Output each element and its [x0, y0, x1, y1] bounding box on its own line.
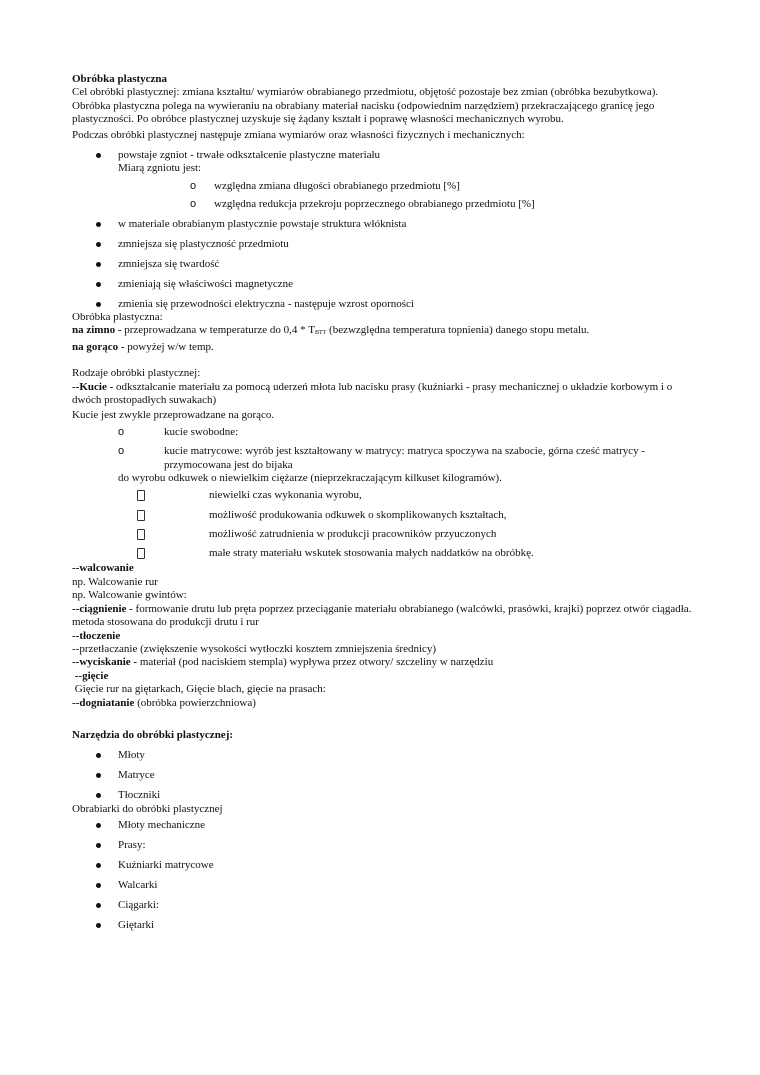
o-bullet-icon: o [118, 445, 125, 458]
walcowanie-example: np. Walcowanie rur [72, 575, 158, 588]
dogniatanie-line: --dogniatanie (obróbka powierzchniowa) [72, 696, 256, 709]
list-item: o względna redukcja przekroju poprzecznego obrabianego przedmiotu [%] [190, 198, 535, 211]
kucie-note: Kucie jest zwykle przeprowadzane na gorąco. [72, 409, 275, 422]
kucie-features-list [72, 489, 692, 560]
kucie-die-continuation: do wyrobu odkuwek o niewielkim ciężarze (nieprzekraczającym kilkuset kilogramów). [118, 472, 502, 485]
effects-list [72, 149, 692, 311]
square-bullet-icon [137, 548, 145, 559]
machines-heading: Obrabiarki do obróbki plastycznej [72, 802, 223, 815]
list-item: Tłoczniki [72, 789, 692, 802]
list-item: możliwość produkowania odkuwek o skomplikowanych kształtach, [72, 509, 692, 522]
square-bullet-icon [137, 529, 145, 540]
intro-paragraph: Cel obróbki plastycznej: zmiana kształtu/ wymiarów obrabianego przedmiotu, objętość pozostaje bez zmian (obróbka bezubytkowa). [72, 86, 659, 99]
o-bullet-icon: o [118, 425, 125, 438]
o-bullet-icon: o [190, 179, 197, 192]
tloczenie-heading: --tłoczenie [72, 629, 121, 642]
list-item: zmieniają się właściwości magnetyczne [72, 278, 692, 291]
intro-paragraph: Obróbka plastyczna polega na wywieraniu na obrabiany materiał nacisku (odpowiednim narzędziem) przekraczającego granicę jego plastyczności. Po obróbce plastycznej uzyskuje się żądany kształt i poprawę własności mechanicznych wyrobu. [72, 99, 655, 126]
walcowanie-heading: --walcowanie [72, 562, 134, 575]
tools-list [72, 749, 692, 802]
list-item: Prasy: [72, 839, 692, 852]
list-item: Kuźniarki matrycowe [72, 859, 692, 872]
list-item: możliwość zatrudnienia w produkcji pracowników przyuczonych [72, 528, 692, 541]
intro-paragraph: Podczas obróbki plastycznej następuje zmiana wymiarów oraz własności fizycznych i mechanicznych: [72, 128, 525, 141]
list-item: małe straty materiału wskutek stosowania małych naddatków na obróbkę. [72, 547, 692, 560]
list-item: Walcarki [72, 879, 692, 892]
tools-heading: Narzędzia do obróbki plastycznej: [72, 728, 234, 741]
hot-working: na gorąco - powyżej w/w temp. [72, 340, 214, 353]
list-item: w materiale obrabianym plastycznie powstaje struktura włóknista [72, 218, 692, 231]
ciagnienie-definition: --ciągnienie - formowanie drutu lub pręta poprzez przeciąganie materiału obrabianego (walcówki, prasówki, krajki) poprzez otwór ciągadła. [72, 602, 692, 615]
giecie-line: Gięcie rur na giętarkach, Gięcie blach, gięcie na prasach: [72, 683, 326, 696]
list-item: Młoty [72, 749, 692, 762]
kucie-definition: --Kucie - odkształcanie materiału za pomocą uderzeń młota lub nacisku prasy (kuźniarki - prasy mechanicznej o układzie korbowym i o dwóch prostopadłych suwakach) [72, 380, 673, 407]
list-item: niewielki czas wykonania wyrobu, [72, 489, 692, 502]
walcowanie-example: np. Walcowanie gwintów: [72, 589, 187, 602]
list-item: powstaje zgniot - trwałe odkształcenie plastyczne materiału Miarą zgniotu jest: o względna zmiana długości obrabianego przedmiotu [%] o względna redukcja przekroju poprzecznego obrabianego przedmiotu [%] [72, 149, 692, 211]
doc-title: Obróbka plastyczna [72, 73, 168, 85]
square-bullet-icon [137, 510, 145, 521]
ciagnienie-use: metoda stosowana do produkcji drutu i rur [72, 616, 259, 629]
square-bullet-icon [137, 490, 145, 501]
list-item: zmniejsza się twardość [72, 258, 692, 271]
o-bullet-icon: o [190, 198, 197, 211]
temp-heading: Obróbka plastyczna: [72, 310, 163, 323]
list-item: Matryce [72, 769, 692, 782]
list-item: Ciągarki: [72, 899, 692, 912]
wyciskanie-definition: --wyciskanie - materiał (pod naciskiem stempla) wypływa przez otwory/ szczeliny w narzędziu [72, 656, 494, 669]
list-item: Giętarki [72, 919, 692, 932]
list-item: o względna zmiana długości obrabianego przedmiotu [%] [190, 179, 460, 192]
giecie-heading: --gięcie [72, 669, 109, 682]
list-item: zmniejsza się plastyczność przedmiotu [72, 238, 692, 251]
przetlaczanie-line: --przetłaczanie (zwiększenie wysokości wytłoczki kosztem zmniejszenia średnicy) [72, 642, 437, 655]
kinds-heading: Rodzaje obróbki plastycznej: [72, 367, 201, 380]
cold-working: na zimno - przeprowadzana w temperaturze do $0,4 * T_{BTT}$ (bezwzględna temperatura topnienia) danego stopu metalu. [72, 324, 590, 337]
measures-list [118, 180, 692, 212]
document-body [72, 73, 692, 933]
list-item: o kucie swobodne: [118, 425, 239, 438]
list-item: zmienia się przewodności elektryczna - następuje wzrost oporności [72, 298, 692, 311]
machines-list [72, 819, 692, 932]
list-item: o kucie matrycowe: wyrób jest kształtowany w matrycy: matryca spoczywa na szabocie, górna cześć matrycy - przymocowana jest do bijaka [118, 445, 646, 471]
list-item: Młoty mechaniczne [72, 819, 692, 832]
